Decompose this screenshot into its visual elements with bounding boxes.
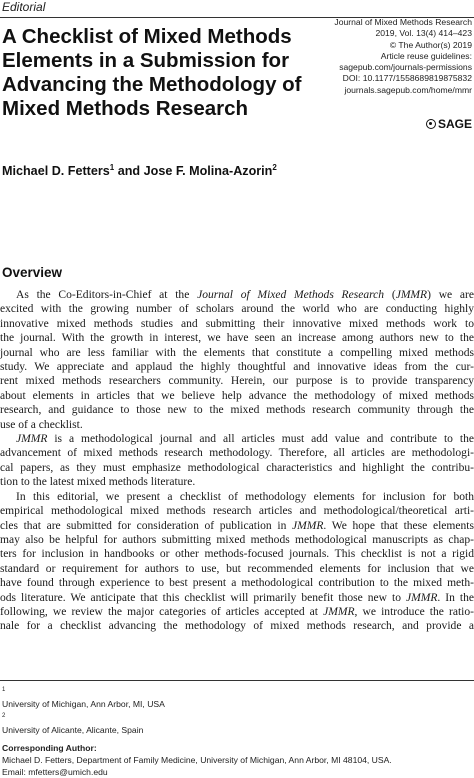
copyright: © The Author(s) 2019 (389, 39, 472, 50)
title-line: Mixed Methods Research (2, 97, 249, 120)
author-connector: and (114, 164, 144, 179)
affiliation (2, 684, 472, 710)
section-heading: Overview (2, 265, 63, 280)
body-line: the journal. With the growth in interest, we have seen an increase among authors new to the (0, 332, 474, 345)
permissions-link[interactable]: sagepub.com/journals-permissions (339, 62, 472, 73)
affiliation-marker: 2 (2, 712, 6, 719)
body-line: JMMR is a methodological journal and all articles must add value and contribute to the (16, 433, 474, 446)
author-name: Jose F. Molina-Azorin (143, 164, 273, 179)
corresponding-author-address: Michael D. Fetters, Department of Family Medicine, University of Michigan, Ann Arbor, MI 48104, USA. (2, 754, 392, 765)
corresponding-author-email[interactable]: Email: mfetters@umich.edu (2, 766, 108, 777)
corresponding-author-heading: Corresponding Author: (2, 742, 97, 753)
body-line: nale for a checklist advancing the methodology of mixed methods research, and provide a (0, 620, 474, 633)
journal-volume: 2019, Vol. 13(4) 414–423 (375, 28, 472, 39)
body-line: research, and guidance to those new to the mixed methods research community through the (0, 404, 474, 417)
body-line: cles that are submitted for consideration of publication in JMMR. We hope that these elements (0, 519, 474, 532)
journal-home-link[interactable]: journals.sagepub.com/home/mmr (344, 84, 472, 95)
sage-logo (426, 117, 472, 131)
sage-logo-icon (426, 119, 436, 129)
author-line (2, 163, 277, 178)
title-line: A Checklist of Mixed Methods (2, 25, 292, 48)
body-line: standard or requirement for authors to use, but recommended elements for inclusion that we (0, 562, 474, 575)
body-line: about elements in articles that we believe help advance the methodology of mixed methods (0, 389, 474, 402)
affiliation-marker: 1 (2, 687, 6, 693)
affiliation-text: University of Michigan, Ann Arbor, MI, USA (2, 698, 165, 709)
title-line: Advancing the Methodology of (2, 73, 302, 96)
journal-name: Journal of Mixed Methods Research (334, 17, 472, 27)
reuse-label: Article reuse guidelines: (380, 50, 472, 61)
affiliation-text: University of Alicante, Alicante, Spain (2, 724, 144, 735)
affiliation-marker: 1 (109, 163, 115, 172)
footnote-rule (0, 680, 474, 681)
body-line: innovative mixed methods studies and submitting their innovative mixed methods work to (0, 317, 474, 330)
journal-info (312, 17, 472, 96)
author-name: Michael D. Fetters (2, 164, 110, 179)
body-line: tion to the latest mixed methods literature. (0, 476, 196, 489)
body-line: excited with the growing number of scholars around the world who are conducting highly (0, 303, 474, 316)
title-line: Elements in a Submission for (2, 49, 290, 72)
body-line: As the Co-Editors-in-Chief at the Journal of Mixed Methods Research (JMMR) we are (16, 289, 474, 301)
body-line: ters for inclusion in handbooks or other methods-focused journals. This checklist is not a rigid (0, 548, 474, 561)
affiliation (2, 710, 472, 736)
body-line: rent mixed methods researchers community. Herein, our purpose is to provide transparency (0, 375, 474, 388)
article-title (2, 25, 320, 121)
body-line: following, we review the major categories of articles accepted at JMMR, we introduce the ratio- (0, 605, 474, 618)
body-line: In this editorial, we present a checklist of methodology elements for inclusion for both (16, 490, 474, 503)
body-line: study. We appreciate and applaud the highly thoughtful and innovative ideas from the cur- (0, 361, 474, 374)
section-label: Editorial (2, 0, 46, 14)
body-line: ods literature. We anticipate that this checklist will primarily benefit those new to JMMR. In the (0, 591, 474, 604)
footnotes (2, 684, 472, 778)
body-line: may also be helpful for authors submitting mixed methods methodological manuscripts as chap- (0, 533, 474, 546)
body-line: have found through experience to best present a methodological contribution to the mixed meth- (0, 577, 474, 590)
doi-link[interactable]: DOI: 10.1177/1558689819875832 (342, 73, 472, 84)
body-line: cal papers, as they must emphasize methodological characteristics and highlight the contribu- (0, 461, 474, 474)
body-line: journal who are less familiar with the elements that constitute a compelling mixed methods (0, 346, 474, 359)
body-line: empirical methodological mixed methods research articles and methodological/theoretical arti- (0, 505, 474, 518)
body-line: advancement of mixed methods research methodology. Therefore, all articles are methodologi- (0, 447, 474, 460)
body-line: use of a checklist. (0, 418, 83, 431)
affiliation-marker: 2 (272, 163, 277, 172)
sage-logo-text: SAGE (437, 117, 472, 131)
body-text (0, 288, 474, 634)
